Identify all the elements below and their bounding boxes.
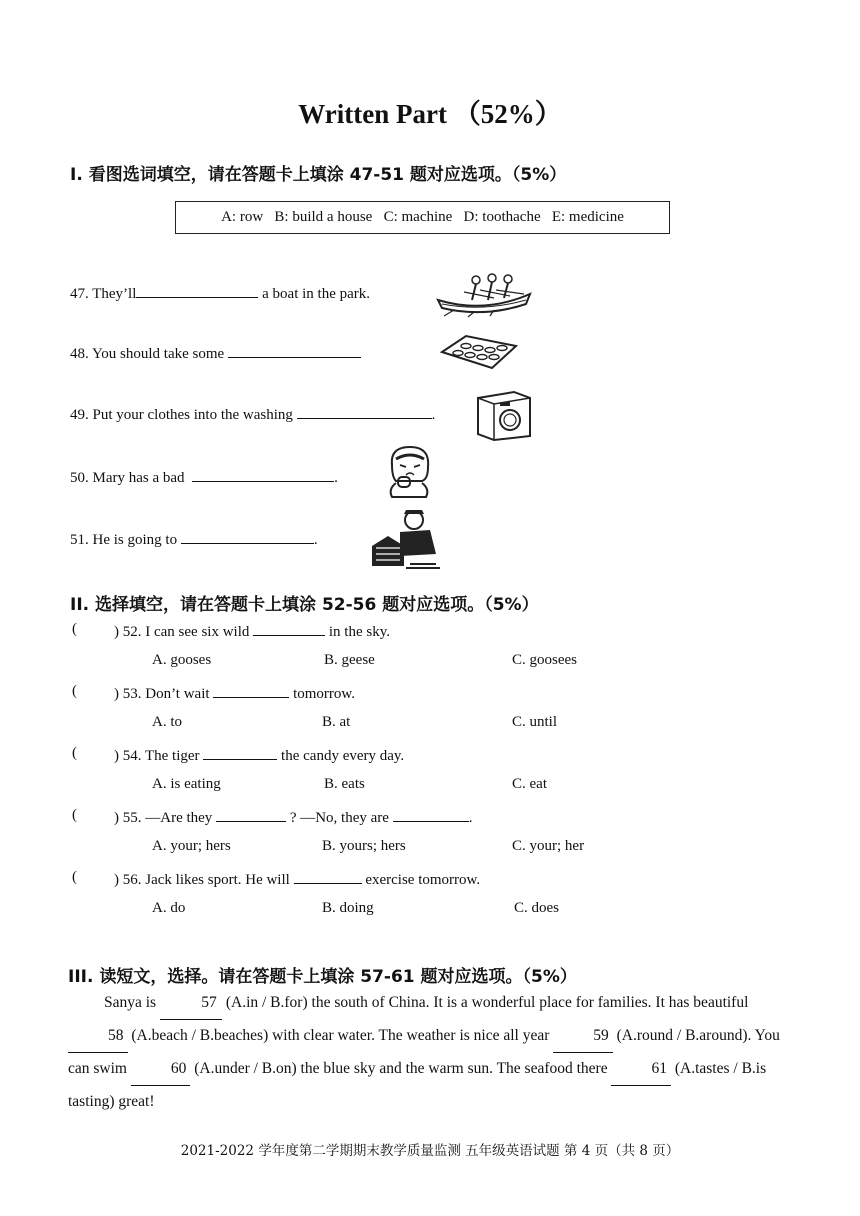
- option-b: B. geese: [324, 652, 375, 668]
- answer-paren-open: (: [72, 683, 77, 699]
- option-c: C. eat: [512, 776, 547, 792]
- reading-passage: Sanya is 57 (A.in / B.for) the south of China. It is a wonderful place for families. It has beautiful 58 (A.beach / B.beaches) with clear water. The weather is nice all year 59 (A.round / B.around). You can swim 60 (A.under / B.on) the blue sky and the warm sun. The seafood there 61 (A.tastes / B.is tasting) great!: [68, 987, 794, 1118]
- option-c: C. your; her: [512, 838, 585, 854]
- option-b: B. yours; hers: [322, 838, 406, 854]
- blank-60[interactable]: 60: [131, 1053, 191, 1086]
- option-a: A. your; hers: [152, 838, 231, 854]
- answer-blank[interactable]: [393, 807, 469, 822]
- answer-blank[interactable]: [203, 745, 277, 760]
- option-a: A. is eating: [152, 776, 221, 792]
- question-52: ) 52. I can see six wild in the sky.: [114, 621, 390, 641]
- answer-blank[interactable]: [192, 467, 334, 482]
- toothache-girl-icon: [382, 443, 436, 499]
- question-56: ) 56. Jack likes sport. He will exercise tomorrow.: [114, 869, 480, 889]
- answer-blank[interactable]: [213, 683, 289, 698]
- question-53: ) 53. Don’t wait tomorrow.: [114, 683, 355, 703]
- blank-58[interactable]: 58: [68, 1020, 128, 1053]
- page-title: Written Part （52%）: [298, 99, 562, 129]
- option-a: A. do: [152, 900, 186, 916]
- blank-61[interactable]: 61: [611, 1053, 671, 1086]
- answer-blank[interactable]: [294, 869, 362, 884]
- option-c: C. goosees: [512, 652, 577, 668]
- blank-59[interactable]: 59: [553, 1020, 613, 1053]
- answer-blank[interactable]: [253, 621, 325, 636]
- medicine-pills-icon: [436, 334, 520, 370]
- question-49: 49. Put your clothes into the washing .: [70, 404, 435, 424]
- page-footer: 2021-2022 学年度第二学期期末教学质量监测 五年级英语试题 第 4 页（共 8 页）: [180, 1143, 680, 1159]
- answer-paren-open: (: [72, 869, 77, 885]
- answer-blank[interactable]: [136, 283, 258, 298]
- option-b: B. at: [322, 714, 351, 730]
- option-c: C. does: [514, 900, 559, 916]
- question-51: 51. He is going to .: [70, 529, 318, 549]
- section-2-heading: II. 选择填空，请在答题卡上填涂 52-56 题对应选项。（5%）: [70, 595, 539, 615]
- option-b: B. doing: [322, 900, 374, 916]
- rowing-boat-icon: [434, 270, 534, 318]
- answer-blank[interactable]: [228, 343, 361, 358]
- section-1-heading: I. 看图选词填空，请在答题卡上填涂 47-51 题对应选项。（5%）: [70, 165, 567, 185]
- question-47: 47. They’ll a boat in the park.: [70, 283, 370, 303]
- question-48: 48. You should take some: [70, 343, 361, 363]
- answer-paren-open: (: [72, 807, 77, 823]
- option-c: C. until: [512, 714, 558, 730]
- answer-blank[interactable]: [216, 807, 286, 822]
- word-box: A: row B: build a house C: machine D: toothache E: medicine: [175, 201, 670, 234]
- option-a: A. gooses: [152, 652, 212, 668]
- option-b: B. eats: [324, 776, 365, 792]
- answer-paren-open: (: [72, 621, 77, 637]
- option-a: A. to: [152, 714, 182, 730]
- section-3-heading: III. 读短文，选择。请在答题卡上填涂 57-61 题对应选项。（5%）: [68, 967, 577, 987]
- question-55: ) 55. —Are they ? —No, they are .: [114, 807, 472, 827]
- question-54: ) 54. The tiger the candy every day.: [114, 745, 404, 765]
- building-house-icon: [370, 506, 442, 572]
- question-50: 50. Mary has a bad .: [70, 467, 338, 487]
- blank-57[interactable]: 57: [160, 987, 222, 1020]
- washing-machine-icon: [474, 388, 534, 442]
- answer-paren-open: (: [72, 745, 77, 761]
- answer-blank[interactable]: [181, 529, 314, 544]
- answer-blank[interactable]: [297, 404, 432, 419]
